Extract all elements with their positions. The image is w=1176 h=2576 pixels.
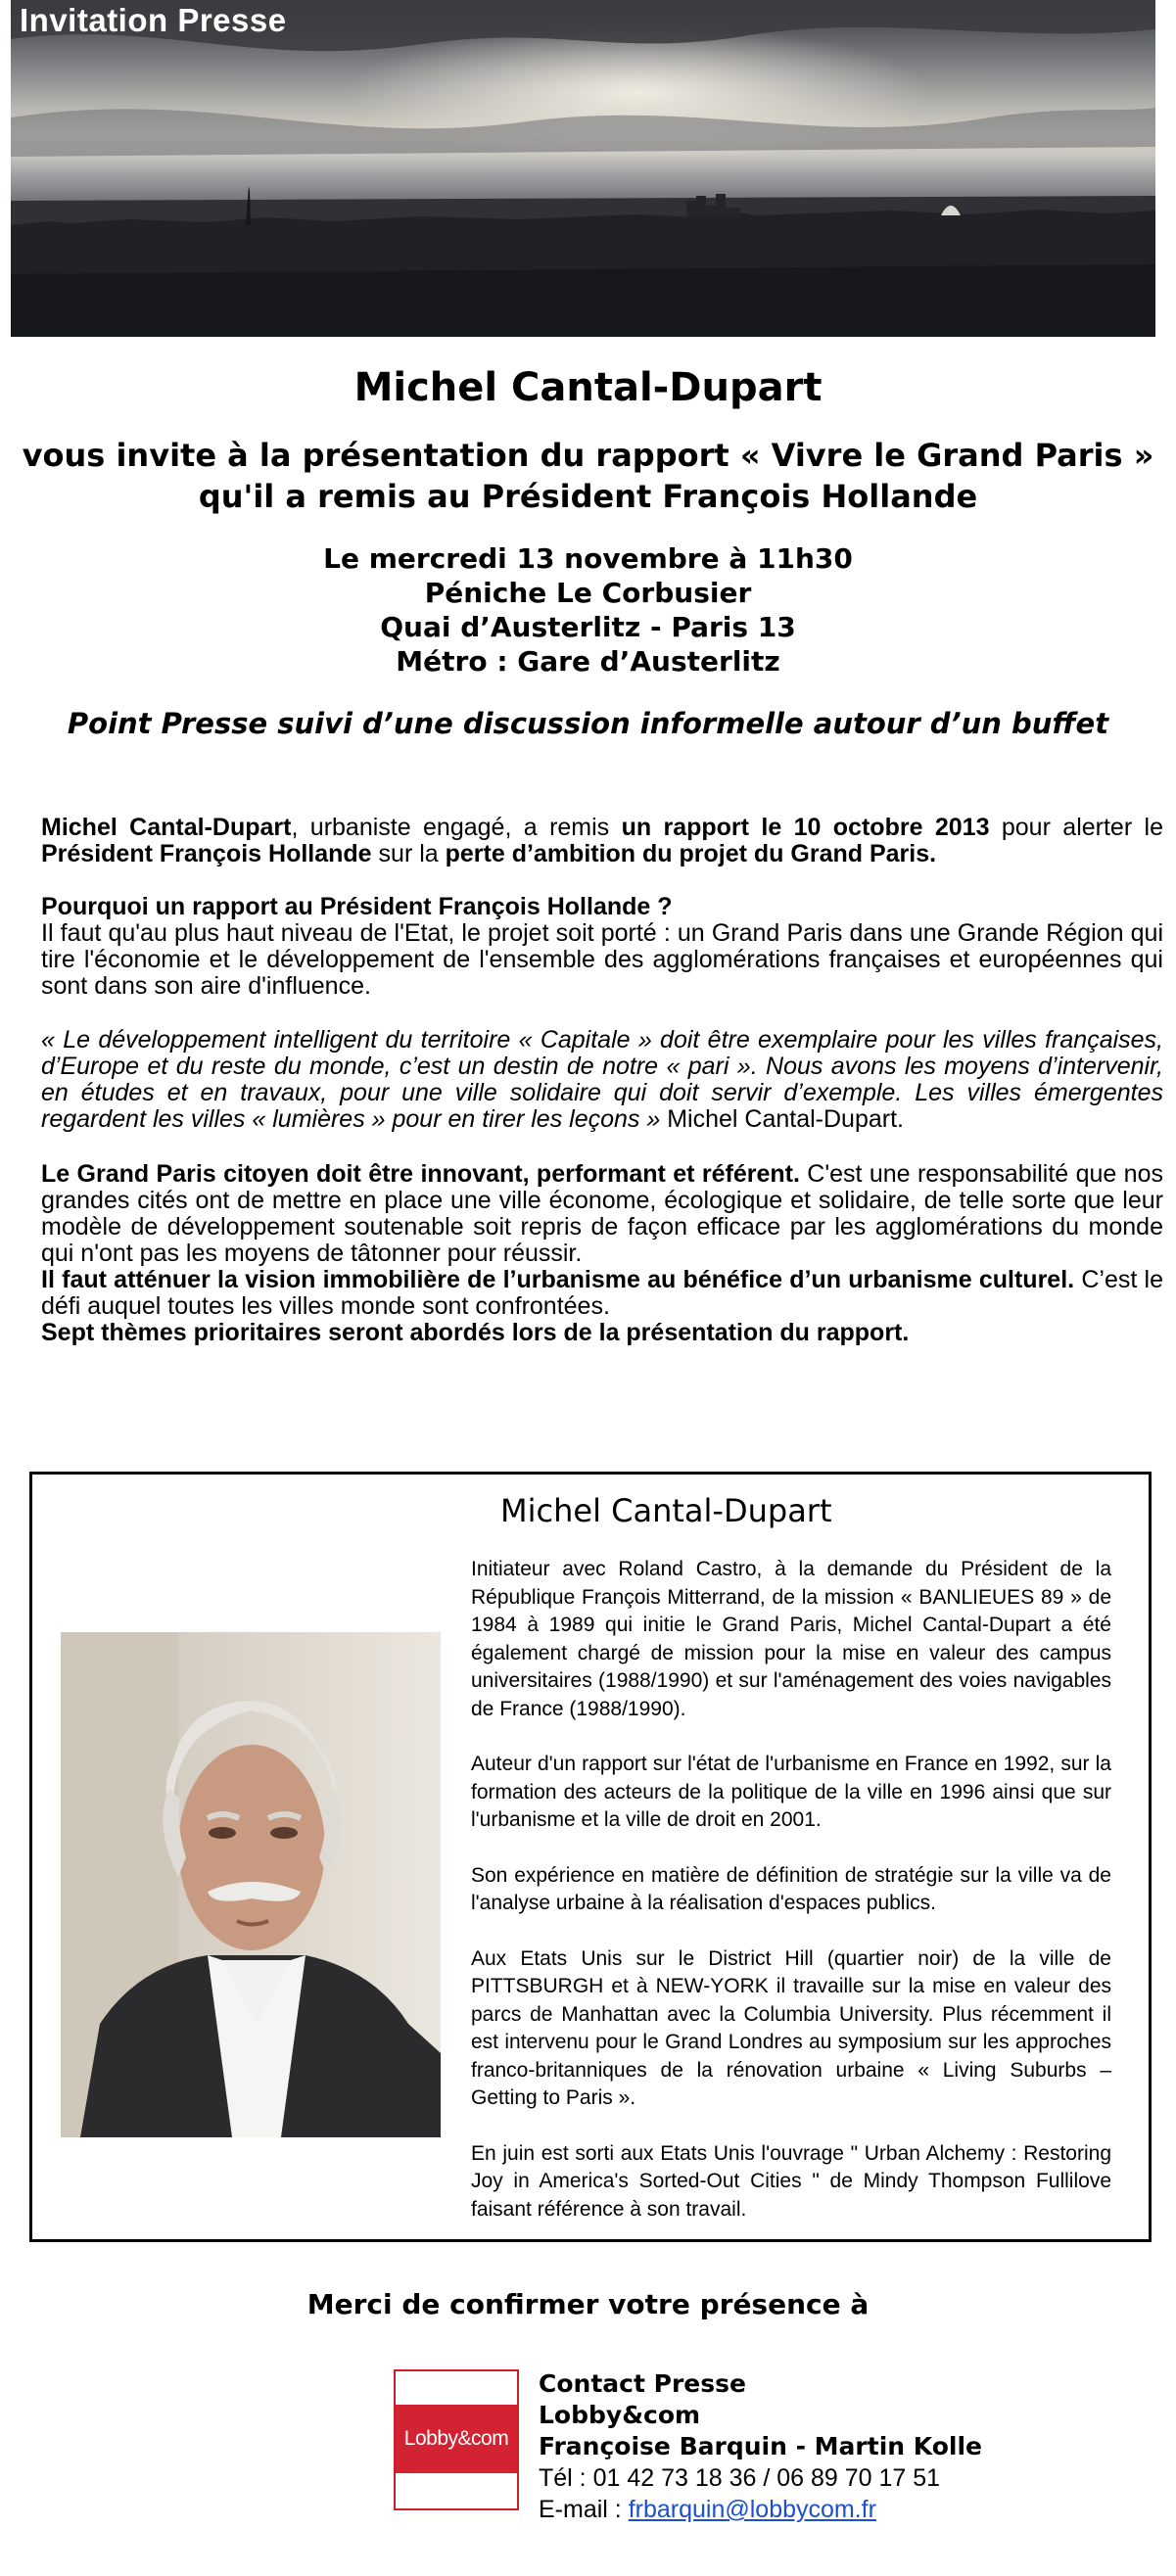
invitation-subtitle-line-2: qu'il a remis au Président François Hollande <box>198 478 978 515</box>
contact-people: Françoise Barquin - Martin Kolle <box>539 2432 982 2460</box>
rsvp-heading: Merci de confirmer votre présence à <box>306 2288 870 2320</box>
bio-paragraph: Initiateur avec Roland Castro, à la demande du Président de la République François Mitterrand, de la mission « BANLIEUES 89 » de 1984 à 1989 qui initie le Grand Paris, Michel Cantal-Dupart a été également chargé de mission pour la mise en valeur des campus universitaires (1988/1990) et sur l'aménagement des voies navigables de France (1988/1990). <box>471 1558 1111 1720</box>
contact-email-label: E-mail : <box>539 2496 629 2523</box>
question-section <box>41 894 1163 1000</box>
bio-paragraph: Auteur d'un rapport sur l'état de l'urbanisme en France en 1992, sur la formation des acteurs de la politique de la ville en 1996 ainsi que sur l'urbanisme et la ville de droit en 2001. <box>471 1753 1111 1831</box>
bio-box <box>29 1472 1152 2242</box>
intro-president: Président François Hollande <box>41 840 372 867</box>
contact-title: Contact Presse <box>539 2369 746 2398</box>
event-place: Péniche Le Corbusier <box>424 577 752 609</box>
bio-name: Michel Cantal-Dupart <box>500 1492 832 1529</box>
paris-skyline-illustration <box>11 0 1155 337</box>
lobbycom-logo <box>394 2369 519 2510</box>
citizen-text: C'est une responsabilité que nos grandes cités ont de mettre en place une ville économe, écologique et solidaire, de telle sorte que leur modèle de développement soutenable soit repris de façon efficace par les agglomérations du monde qui n'ont pas les moyens de tâtonner pour réussir. <box>41 1160 1163 1267</box>
urbanism-text: C’est le défi auquel toutes les villes monde sont confrontées. <box>41 1266 1163 1320</box>
quote-paragraph <box>41 1027 1163 1133</box>
portrait-photo <box>61 1632 441 2137</box>
question-title: Pourquoi un rapport au Président François Hollande ? <box>41 893 673 920</box>
intro-report-date: un rapport le 10 octobre 2013 <box>621 814 990 841</box>
header-banner-image <box>11 0 1155 337</box>
bio-paragraph: Son expérience en matière de définition de stratégie sur la ville va de l'analyse urbaine à la réalisation d'espaces publics. <box>471 1863 1111 1914</box>
intro-ambition: perte d’ambition du projet du Grand Paris. <box>445 840 937 867</box>
event-details <box>0 541 1176 679</box>
event-date: Le mercredi 13 novembre à 11h30 <box>323 542 853 575</box>
contact-phone: Tél : 01 42 73 18 36 / 06 89 70 17 51 <box>539 2464 941 2492</box>
event-metro: Métro : Gare d’Austerlitz <box>396 645 780 678</box>
portrait-illustration <box>61 1632 441 2137</box>
event-note: Point Presse suivi d’une discussion informelle autour d’un buffet <box>67 707 1109 740</box>
bio-paragraph: Aux Etats Unis sur le District Hill (quartier noir) de la ville de PITTSBURGH et à NEW-YORK il travaille sur la mise en valeur des parcs de Manhattan avec la Columbia University. Plus récemment il est intervenu pour le Grand Londres au symposium sur les approches franco-britanniques de la rénovation urbaine « Living Suburbs – Getting to Paris ». <box>471 1946 1111 2109</box>
intro-text-2: pour alerter le <box>989 814 1163 841</box>
urbanism-heading: Il faut atténuer la vision immobilière de l’urbanisme au bénéfice d’un urbanisme culturel. <box>41 1266 1075 1293</box>
contact-email-link[interactable]: frbarquin@lobbycom.fr <box>628 2496 876 2523</box>
lobbycom-logo-text: Lobby&com <box>396 2405 517 2473</box>
citizen-heading: Le Grand Paris citoyen doit être innovant, performant et référent. <box>41 1160 800 1188</box>
themes-statement: Sept thèmes prioritaires seront abordés lors de la présentation du rapport. <box>41 1319 910 1346</box>
quote-text: « Le développement intelligent du territoire « Capitale » doit être exemplaire pour les villes françaises, d’Europe et du reste du monde, c’est un destin de notre « pari ». Nous avons les moyens d’intervenir, en études et en travaux, pour une ville solidaire qui doit servir d’exemple. Les villes émergentes regardent les villes « lumières » pour en tirer les leçons » <box>41 1026 1163 1133</box>
intro-paragraph <box>41 815 1163 867</box>
invitation-host-name: Michel Cantal-Dupart <box>353 365 823 410</box>
intro-text-3: sur la <box>371 840 446 867</box>
invitation-presse-label: Invitation Presse <box>20 2 287 38</box>
press-contact <box>539 2368 982 2525</box>
question-text: Il faut qu'au plus haut niveau de l'Etat, le projet soit porté : un Grand Paris dans une Grande Région qui tire l'économie et le développement de l'ensemble des agglomérations françaises et européennes qui sont dans son aire d'influence. <box>41 919 1163 1000</box>
invitation-subtitle <box>0 435 1176 517</box>
contact-email-line <box>539 2494 982 2525</box>
bio-text <box>471 1556 1111 2251</box>
bio-paragraph: En juin est sorti aux Etats Unis l'ouvrage " Urban Alchemy : Restoring Joy in America's Sorted-Out Cities " de Mindy Thompson Fullilove faisant référence à son travail. <box>471 2141 1111 2221</box>
quote-author: Michel Cantal-Dupart. <box>660 1105 904 1133</box>
vision-paragraphs <box>41 1161 1163 1346</box>
intro-text-1: , urbaniste engagé, a remis <box>291 814 622 841</box>
contact-company: Lobby&com <box>539 2401 701 2429</box>
event-address: Quai d’Austerlitz - Paris 13 <box>380 611 796 643</box>
intro-name: Michel Cantal-Dupart <box>41 814 292 841</box>
invitation-subtitle-line-1: vous invite à la présentation du rapport « Vivre le Grand Paris » <box>22 437 1154 474</box>
